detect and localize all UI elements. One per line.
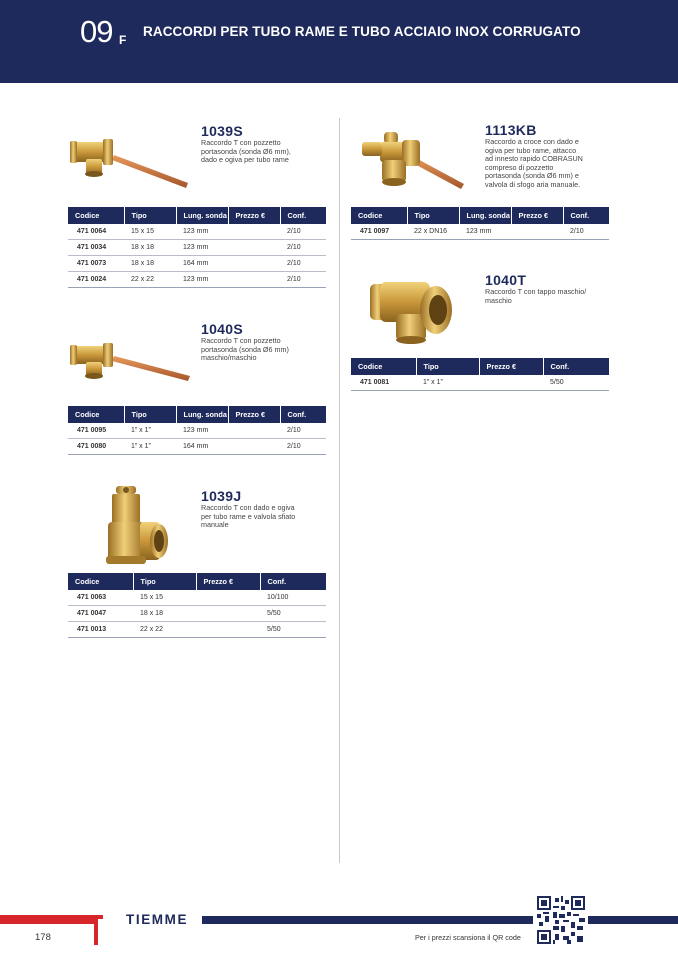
col-header-tipo: Tipo [124, 406, 176, 423]
desc-line: dado e ogiva per tubo rame [201, 155, 289, 165]
cell-prezzo [228, 272, 280, 288]
qr-caption: Per i prezzi scansiona il QR code [415, 933, 521, 942]
cell-codice: 471 0073 [68, 256, 124, 272]
column-divider [339, 118, 340, 863]
desc-line: Raccordo a croce con dado e [485, 137, 579, 146]
col-header-conf: Conf. [543, 358, 609, 375]
product-code-1113kb: 1113KB [485, 122, 537, 138]
cell-conf: 2/10 [280, 423, 326, 439]
product-desc-1113kb [485, 138, 583, 190]
table-1039j [68, 573, 326, 638]
cell-conf: 2/10 [280, 272, 326, 288]
cell-codice: 471 0097 [351, 224, 407, 240]
cell-conf: 2/10 [280, 224, 326, 240]
col-header-conf: Conf. [280, 207, 326, 224]
table-row [68, 423, 326, 439]
fitting-1039j-image [100, 484, 170, 568]
table-1039s [68, 207, 326, 288]
cell-tipo: 22 x DN16 [407, 224, 459, 240]
cell-conf: 2/10 [280, 439, 326, 455]
cell-conf: 5/50 [260, 606, 326, 622]
cell-conf: 2/10 [280, 240, 326, 256]
desc-line: Raccordo T con pozzetto [201, 336, 281, 345]
cell-prezzo [228, 423, 280, 439]
product-code-1039s: 1039S [201, 123, 243, 139]
table-row [351, 224, 609, 240]
cell-lung-sonda: 123 mm [176, 240, 228, 256]
cell-codice: 471 0047 [68, 606, 133, 622]
chapter-number: 09 [80, 14, 113, 49]
cell-tipo: 18 x 18 [124, 240, 176, 256]
cell-codice: 471 0080 [68, 439, 124, 455]
fitting-1040t-image [368, 276, 458, 346]
cell-prezzo [196, 606, 260, 622]
table-header-row [68, 207, 326, 224]
brand-logo: TIEMME [126, 912, 189, 927]
desc-line: ad innesto rapido COBRASUN [485, 154, 583, 164]
cell-codice: 471 0064 [68, 224, 124, 240]
table-row [68, 240, 326, 256]
cell-tipo: 1” x 1” [124, 439, 176, 455]
cell-codice: 471 0034 [68, 240, 124, 256]
cell-lung-sonda: 123 mm [176, 224, 228, 240]
cell-lung-sonda: 123 mm [459, 224, 511, 240]
col-header-conf: Conf. [260, 573, 326, 590]
col-header-codice: Codice [351, 358, 416, 375]
col-header-lung-sonda: Lung. sonda [176, 406, 228, 423]
product-code-1040t: 1040T [485, 272, 527, 288]
product-desc-1040t [485, 288, 586, 305]
cell-conf: 5/50 [543, 375, 609, 391]
table-header-row [351, 358, 609, 375]
cell-tipo: 15 x 15 [124, 224, 176, 240]
product-desc-1039j [201, 504, 295, 530]
cell-prezzo [196, 590, 260, 606]
table-1040s [68, 406, 326, 455]
footer-navy-bar [202, 916, 533, 924]
product-desc-1039s [201, 139, 291, 165]
footer-red-bar [0, 915, 96, 924]
product-code-1040s: 1040S [201, 321, 243, 337]
desc-line: maschio [485, 295, 512, 305]
desc-line: valvola di sfogo aria manuale. [485, 179, 581, 189]
cell-tipo: 22 x 22 [124, 272, 176, 288]
footer-navy-bar-right [588, 916, 678, 924]
col-header-conf: Conf. [563, 207, 609, 224]
table-row [351, 375, 609, 391]
cell-conf: 2/10 [280, 256, 326, 272]
cell-prezzo [479, 375, 543, 391]
col-header-prezzo: Prezzo € [228, 207, 280, 224]
cell-lung-sonda: 164 mm [176, 439, 228, 455]
cell-tipo: 18 x 18 [124, 256, 176, 272]
col-header-prezzo: Prezzo € [479, 358, 543, 375]
table-row [68, 272, 326, 288]
cell-prezzo [511, 224, 563, 240]
cell-codice: 471 0063 [68, 590, 133, 606]
footer-hook-mark [90, 915, 103, 945]
cell-codice: 471 0013 [68, 622, 133, 638]
cell-prezzo [228, 224, 280, 240]
cell-prezzo [228, 256, 280, 272]
cell-lung-sonda: 123 mm [176, 423, 228, 439]
col-header-lung-sonda: Lung. sonda [459, 207, 511, 224]
table-1113kb [351, 207, 609, 240]
desc-line: Raccordo T con pozzetto [201, 138, 281, 147]
col-header-tipo: Tipo [124, 207, 176, 224]
desc-line: compreso di pozzetto [485, 162, 554, 172]
table-row [68, 439, 326, 455]
col-header-tipo: Tipo [133, 573, 196, 590]
table-header-row [351, 207, 609, 224]
col-header-codice: Codice [351, 207, 407, 224]
cell-conf: 5/50 [260, 622, 326, 638]
cell-tipo: 1” x 1” [124, 423, 176, 439]
desc-line: manuale [201, 520, 229, 530]
desc-line: portasonda (sonda Ø6 mm), [201, 146, 291, 156]
qr-code-icon[interactable] [537, 896, 585, 944]
col-header-prezzo: Prezzo € [511, 207, 563, 224]
table-header-row [68, 573, 326, 590]
cell-codice: 471 0095 [68, 423, 124, 439]
col-header-tipo: Tipo [407, 207, 459, 224]
col-header-prezzo: Prezzo € [228, 406, 280, 423]
cell-codice: 471 0024 [68, 272, 124, 288]
chapter-header [0, 0, 678, 83]
desc-line: maschio/maschio [201, 353, 257, 363]
chapter-title: RACCORDI PER TUBO RAME E TUBO ACCIAIO INOX CORRUGATO [143, 24, 581, 39]
cell-prezzo [228, 240, 280, 256]
col-header-conf: Conf. [280, 406, 326, 423]
col-header-lung-sonda: Lung. sonda [176, 207, 228, 224]
col-header-prezzo: Prezzo € [196, 573, 260, 590]
fitting-1040s-image [66, 340, 194, 386]
desc-line: per tubo rame e valvola sfiato [201, 511, 296, 521]
product-code-1039j: 1039J [201, 488, 242, 504]
col-header-codice: Codice [68, 406, 124, 423]
cell-prezzo [196, 622, 260, 638]
table-row [68, 590, 326, 606]
table-row [68, 622, 326, 638]
cell-lung-sonda: 164 mm [176, 256, 228, 272]
cell-tipo: 18 x 18 [133, 606, 196, 622]
product-desc-1040s [201, 337, 289, 363]
desc-line: portasonda (sonda Ø6 mm) [201, 344, 289, 354]
table-header-row [68, 406, 326, 423]
table-1040t [351, 358, 609, 391]
cell-conf: 2/10 [563, 224, 609, 240]
desc-line: ogiva per tubo rame, attacco [485, 145, 577, 155]
page-number: 178 [35, 932, 51, 943]
fitting-1039s-image [66, 133, 194, 195]
cell-tipo: 22 x 22 [133, 622, 196, 638]
table-row [68, 256, 326, 272]
cell-conf: 10/100 [260, 590, 326, 606]
cell-lung-sonda: 123 mm [176, 272, 228, 288]
cell-tipo: 1” x 1” [416, 375, 479, 391]
cell-codice: 471 0081 [351, 375, 416, 391]
table-row [68, 224, 326, 240]
desc-line: Raccordo T con tappo maschio/ [485, 287, 587, 296]
chapter-letter: F [119, 33, 127, 47]
table-row [68, 606, 326, 622]
col-header-codice: Codice [68, 573, 133, 590]
cell-prezzo [228, 439, 280, 455]
desc-line: Raccordo T con dado e ogiva [201, 503, 295, 512]
col-header-tipo: Tipo [416, 358, 479, 375]
cell-tipo: 15 x 15 [133, 590, 196, 606]
desc-line: portasonda (sonda Ø6 mm) e [485, 171, 579, 181]
col-header-codice: Codice [68, 207, 124, 224]
fitting-1113kb-image [360, 128, 468, 194]
